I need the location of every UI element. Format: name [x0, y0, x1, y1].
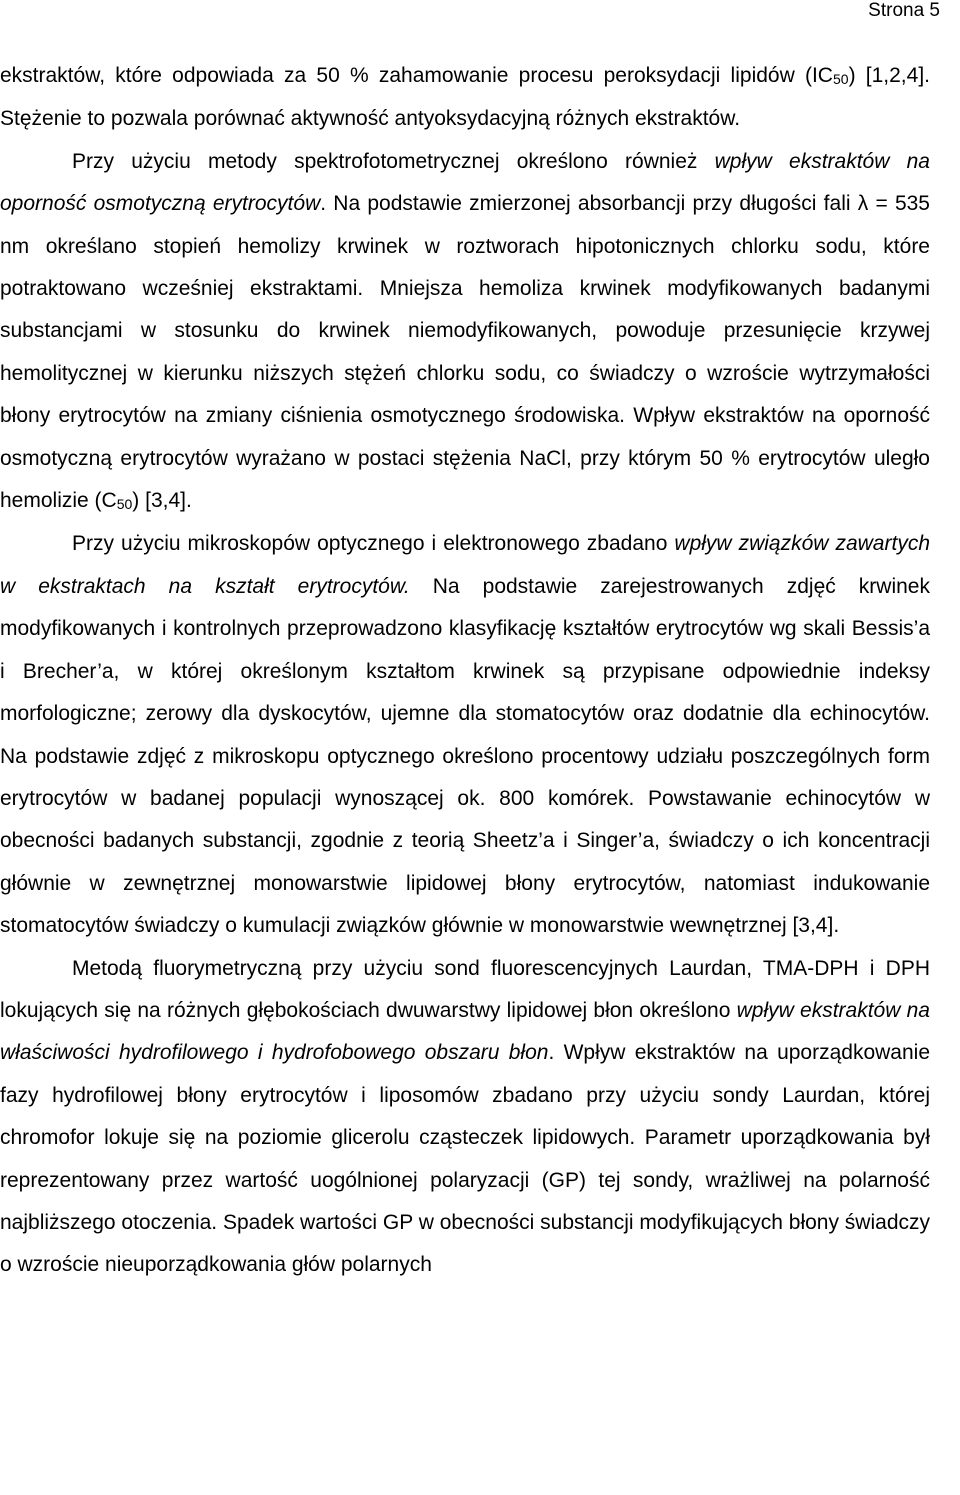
italic-phrase: wpływ ekstraktów na właściwości hydrofilowego i hydrofobowego obszaru błon: [0, 998, 930, 1065]
text-run: . Wpływ ekstraktów na uporządkowanie fazy hydrofilowej błony erytrocytów i liposomów zbadano przy użyciu sondy Laurdan, której chromofor lokuje się na poziomie glicerolu cząsteczek lipidowych. Parametr uporządkowania był reprezentowany przez wartość uogólnionej polaryzacji (GP) tej sondy, wrażliwej na polarność najbliższego otoczenia. Spadek wartości GP w obecności substancji modyfikujących błony świadczy o wzroście nieuporządkowania głów polarnych: [0, 1041, 931, 1277]
paragraph: [0, 55, 930, 141]
page-number: Strona 5: [868, 0, 940, 21]
text-run: ) [1,2,4]. Stężenie to pozwala porównać aktywność antyoksydacyjną różnych ekstraktów.: [0, 64, 930, 131]
text-run: Przy użyciu mikroskopów optycznego i elektronowego zbadano: [72, 532, 675, 556]
paragraph: [0, 948, 930, 1287]
paragraph: [0, 141, 930, 524]
text-run: Na podstawie zarejestrowanych zdjęć krwinek modyfikowanych i kontrolnych przeprowadzono klasyfikację kształtów erytrocytów wg skali Bessis’a i Brecher’a, w której określonym kształtom krwinek są przypisane odpowiednie indeksy morfologiczne; zerowy dla dyskocytów, ujemne dla stomatocytów oraz dodatnie dla echinocytów. Na podstawie zdjęć z mikroskopu optycznego określono procentowy udziału poszczególnych form erytrocytów w badanej populacji wynoszącej ok. 800 komórek. Powstawanie echinocytów w obecności badanych substancji, zgodnie z teorią Sheetz’a i Singer’a, świadczy o ich koncentracji głównie w zewnętrznej monowarstwie lipidowej błony erytrocytów, natomiast indukowanie stomatocytów świadczy o kumulacji związków głównie w monowarstwie wewnętrznej [3,4].: [0, 574, 930, 938]
document-body: [0, 55, 930, 1287]
subscript: 50: [832, 71, 849, 87]
paragraph: [0, 523, 930, 947]
italic-phrase: wpływ ekstraktów na oporność osmotyczną erytrocytów: [0, 149, 930, 216]
text-run: Metodą fluorymetryczną przy użyciu sond fluorescencyjnych Laurdan, TMA-DPH i DPH lokujących się na różnych głębokościach dwuwarstwy lipidowej błon określono: [0, 956, 930, 1022]
text-run: ) [3,4].: [132, 489, 192, 513]
italic-phrase: wpływ związków zawartych w ekstraktach na kształt erytrocytów.: [0, 532, 930, 598]
text-run: Przy użyciu metody spektrofotometrycznej określono również: [72, 149, 715, 173]
text-run: . Na podstawie zmierzonej absorbancji przy długości fali λ = 535 nm określano stopień hemolizy krwinek w roztworach hipotonicznych chlorku sodu, które potraktowano wcześniej ekstraktami. Mniejsza hemoliza krwinek modyfikowanych badanymi substancjami w stosunku do krwinek niemodyfikowanych, powoduje przesunięcie krzywej hemolitycznej w kierunku niższych stężeń chlorku sodu, co świadczy o wzroście wytrzymałości błony erytrocytów na zmiany ciśnienia osmotycznego środowiska. Wpływ ekstraktów na oporność osmotyczną erytrocytów wyrażano w postaci stężenia NaCl, przy którym 50 % erytrocytów uległo hemolizie (C: [0, 192, 930, 513]
subscript: 50: [116, 496, 133, 513]
text-run: ekstraktów, które odpowiada za 50 % zahamowanie procesu peroksydacji lipidów (IC: [0, 64, 833, 87]
